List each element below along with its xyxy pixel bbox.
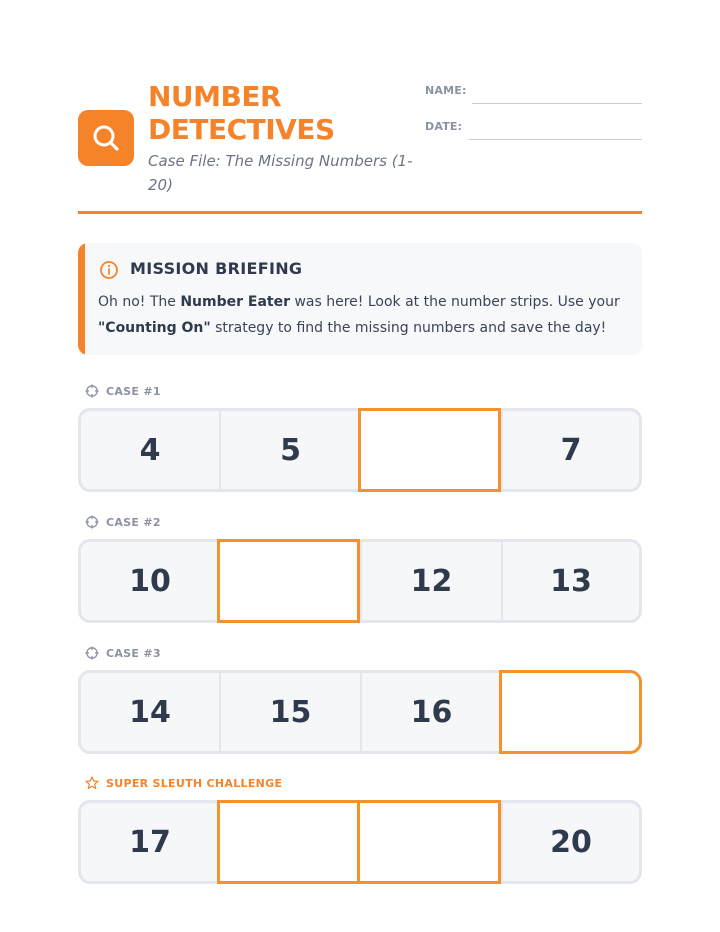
briefing-bold-number-eater: Number Eater [180, 294, 291, 310]
info-icon [99, 260, 119, 280]
name-field[interactable] [472, 103, 642, 104]
date-field[interactable] [469, 139, 642, 140]
number-cell: 4 [139, 432, 161, 468]
briefing-bold-counting-on: "Counting On" [98, 320, 211, 336]
number-cell: 16 [360, 673, 501, 751]
missing-number-box[interactable] [357, 800, 501, 884]
crosshair-icon [85, 515, 99, 529]
page-title [148, 80, 418, 146]
logo-badge [78, 110, 134, 166]
crosshair-icon [85, 384, 99, 398]
missing-number-box[interactable] [217, 539, 360, 623]
case-label-text: CASE #1 [106, 384, 161, 398]
number-cell: 12 [360, 542, 501, 620]
missing-number-box[interactable] [499, 670, 642, 754]
number-cell: 13 [501, 542, 639, 620]
briefing-title: MISSION BRIEFING [130, 259, 303, 278]
crosshair-icon [85, 646, 99, 660]
page-subtitle: Case File: The Missing Numbers (1-20) [148, 152, 413, 194]
case-2-label [85, 515, 161, 529]
star-icon [85, 776, 99, 790]
briefing-accent-bar [78, 243, 85, 355]
briefing-text-part: Oh no! The [98, 294, 181, 310]
case-label-text: CASE #2 [106, 515, 161, 529]
missing-number-box[interactable] [217, 800, 360, 884]
title-line-2: DETECTIVES [148, 113, 335, 146]
number-cell: 10 [129, 563, 171, 599]
number-cell: 14 [129, 694, 171, 730]
number-cell: 15 [219, 673, 360, 751]
magnifier-icon [91, 123, 121, 153]
case-1-label [85, 384, 161, 398]
challenge-label [85, 776, 282, 790]
number-cell: 5 [219, 411, 360, 489]
briefing-text [98, 289, 628, 341]
briefing-text-part: was here! Look at the number strips. Use your [290, 294, 620, 310]
mission-briefing [78, 243, 642, 355]
case-label-text: CASE #3 [106, 646, 161, 660]
case-3-label [85, 646, 161, 660]
name-label: NAME: [425, 84, 467, 97]
date-label: DATE: [425, 120, 463, 133]
number-strip-case-2 [78, 539, 642, 623]
briefing-text-part: strategy to find the missing numbers and save the day! [210, 320, 607, 336]
number-cell: 7 [501, 411, 639, 489]
number-cell: 17 [129, 824, 171, 860]
case-label-text: SUPER SLEUTH CHALLENGE [106, 776, 283, 790]
missing-number-box[interactable] [358, 408, 501, 492]
title-line-1: NUMBER [148, 80, 282, 113]
number-cell: 20 [501, 803, 639, 881]
header-divider [78, 211, 642, 214]
